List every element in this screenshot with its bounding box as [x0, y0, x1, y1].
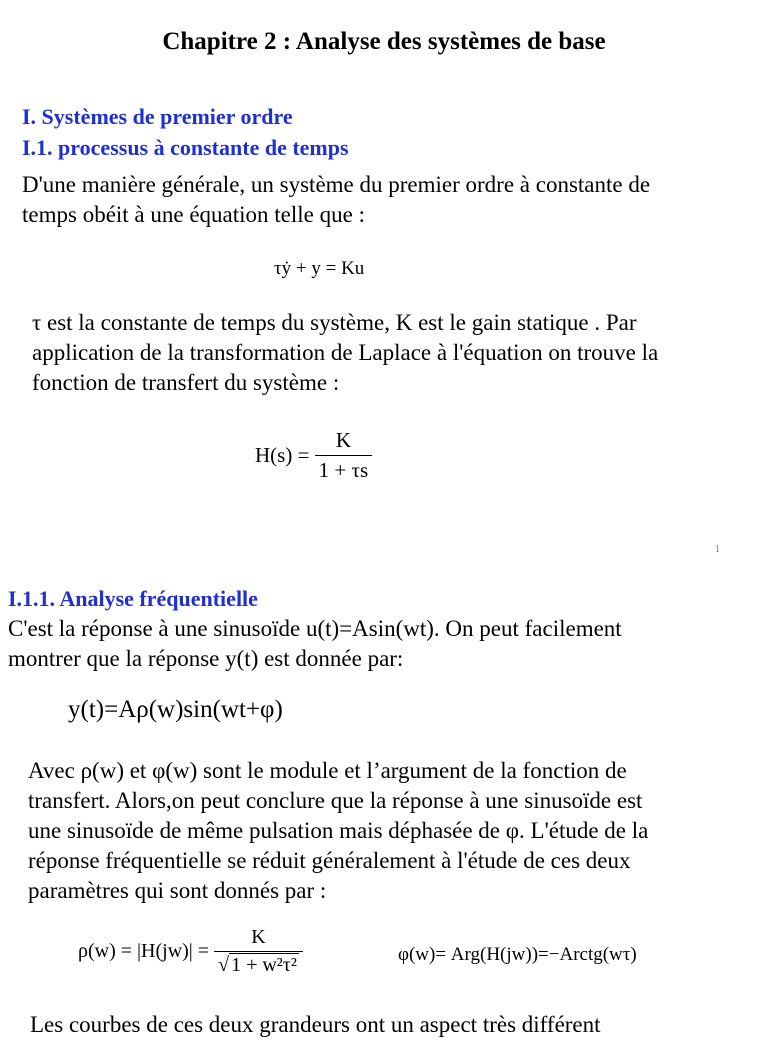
- paragraph-time-constant-line-3: fonction de transfert du système :: [32, 370, 340, 395]
- transfer-function-fraction: [315, 428, 372, 483]
- module-denominator: [214, 951, 303, 977]
- page-title: Chapitre 2 : Analyse des systèmes de base: [162, 28, 606, 55]
- equation-module-left: ρ(w) = |H(jw)| =: [78, 940, 210, 962]
- heading-time-constant-process: I.1. processus à constante de temps: [22, 135, 349, 160]
- heading-frequency-analysis: I.1.1. Analyse fréquentielle: [8, 586, 258, 611]
- equation-sinusoid-response: y(t)=Aρ(w)sin(wt+φ): [68, 696, 283, 723]
- equation-argument: φ(w)= Arg(H(jw))=−Arctg(wτ): [398, 944, 637, 965]
- paragraph-module-argument-line-4: réponse fréquentielle se réduit généralement à l'étude de ces deux: [28, 848, 631, 873]
- page-number: 1: [715, 544, 720, 555]
- equation-transfer-function: [255, 428, 372, 483]
- paragraph-sinusoid-response-line-1: C'est la réponse à une sinusoïde u(t)=Asin(wt). On peut facilement: [8, 616, 622, 641]
- paragraph-module-argument-line-5: paramètres qui sont donnés par :: [28, 878, 327, 903]
- paragraph-intro-line-2: temps obéit à une équation telle que :: [22, 202, 365, 227]
- paragraph-curves-partial: Les courbes de ces deux grandeurs ont un aspect très différent: [30, 1012, 601, 1037]
- module-numerator: K: [251, 926, 266, 948]
- paragraph-intro-line-1: D'une manière générale, un système du premier ordre à constante de: [22, 172, 651, 197]
- square-root-symbol: √ 1 + w²τ²: [218, 954, 297, 976]
- module-radicand: 1 + w²τ²: [231, 954, 297, 976]
- paragraph-module-argument: [28, 756, 758, 906]
- paragraph-time-constant-line-2: application de la transformation de Laplace à l'équation on trouve la: [32, 340, 659, 365]
- transfer-function-numerator: K: [335, 428, 351, 452]
- paragraph-module-argument-line-1: Avec ρ(w) et φ(w) sont le module et l’argument de la fonction de: [28, 758, 627, 783]
- module-fraction: [214, 926, 303, 977]
- equation-module: [78, 926, 303, 977]
- paragraph-time-constant: [32, 308, 762, 398]
- paragraph-sinusoid-response-line-2: montrer que la réponse y(t) est donnée par:: [8, 646, 404, 671]
- paragraph-module-argument-line-3: une sinusoïde de même pulsation mais déphasée de φ. L'étude de la: [28, 818, 649, 843]
- heading-first-order-systems: I. Systèmes de premier ordre: [22, 104, 293, 129]
- paragraph-intro: [22, 170, 752, 230]
- paragraph-sinusoid-response: [8, 614, 758, 674]
- transfer-function-denominator: 1 + τs: [315, 455, 372, 483]
- equation-first-order: τẏ + y = Ku: [274, 258, 365, 279]
- paragraph-module-argument-line-2: transfert. Alors,on peut conclure que la réponse à une sinusoïde est: [28, 788, 643, 813]
- equation-transfer-function-left: H(s) =: [255, 443, 310, 467]
- paragraph-time-constant-line-1: τ est la constante de temps du système, K est le gain statique . Par: [32, 310, 637, 335]
